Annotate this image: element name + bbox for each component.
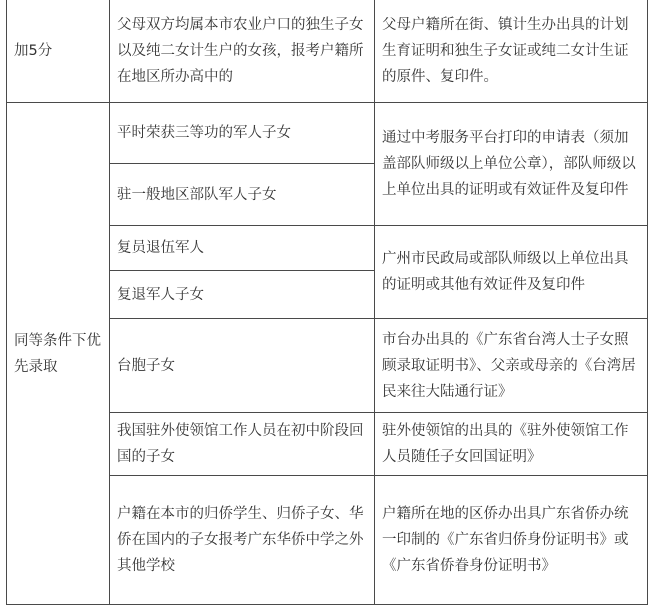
proof-cell: 市台办出具的《广东省台湾人士子女照顾录取证明书》、父亲或母亲的《台湾居民来往大陆通行证》 [375,319,648,413]
condition-cell: 复退军人子女 [110,271,375,319]
category-cell: 同等条件下优先录取 [7,103,110,605]
policy-table [6,0,648,605]
proof-cell: 广州市民政局或部队师级以上单位出具的证明或其他有效证件及复印件 [375,226,648,319]
condition-cell: 平时荣获三等功的军人子女 [110,103,375,164]
condition-cell: 户籍在本市的归侨学生、归侨子女、华侨在国内的子女报考广东华侨中学之外其他学校 [110,476,375,605]
category-cell: 加5分 [7,0,110,103]
table-row [7,0,648,103]
proof-cell: 父母户籍所在街、镇计生办出具的计划生育证明和独生子女证或纯二女计生证的原件、复印件。 [375,0,648,103]
condition-cell: 台胞子女 [110,319,375,413]
condition-cell: 我国驻外使领馆工作人员在初中阶段回国的子女 [110,413,375,476]
condition-cell: 驻一般地区部队军人子女 [110,164,375,226]
proof-cell: 户籍所在地的区侨办出具广东省侨办统一印制的《广东省归侨身份证明书》或《广东省侨眷身份证明书》 [375,476,648,605]
proof-cell: 驻外使领馆的出具的《驻外使领馆工作人员随任子女回国证明》 [375,413,648,476]
condition-cell: 复员退伍军人 [110,226,375,271]
proof-cell: 通过中考服务平台打印的申请表（须加盖部队师级以上单位公章），部队师级以上单位出具的证明或有效证件及复印件 [375,103,648,226]
condition-cell: 父母双方均属本市农业户口的独生子女以及纯二女计生户的女孩，报考户籍所在地区所办高中的 [110,0,375,103]
table-row [7,103,648,164]
